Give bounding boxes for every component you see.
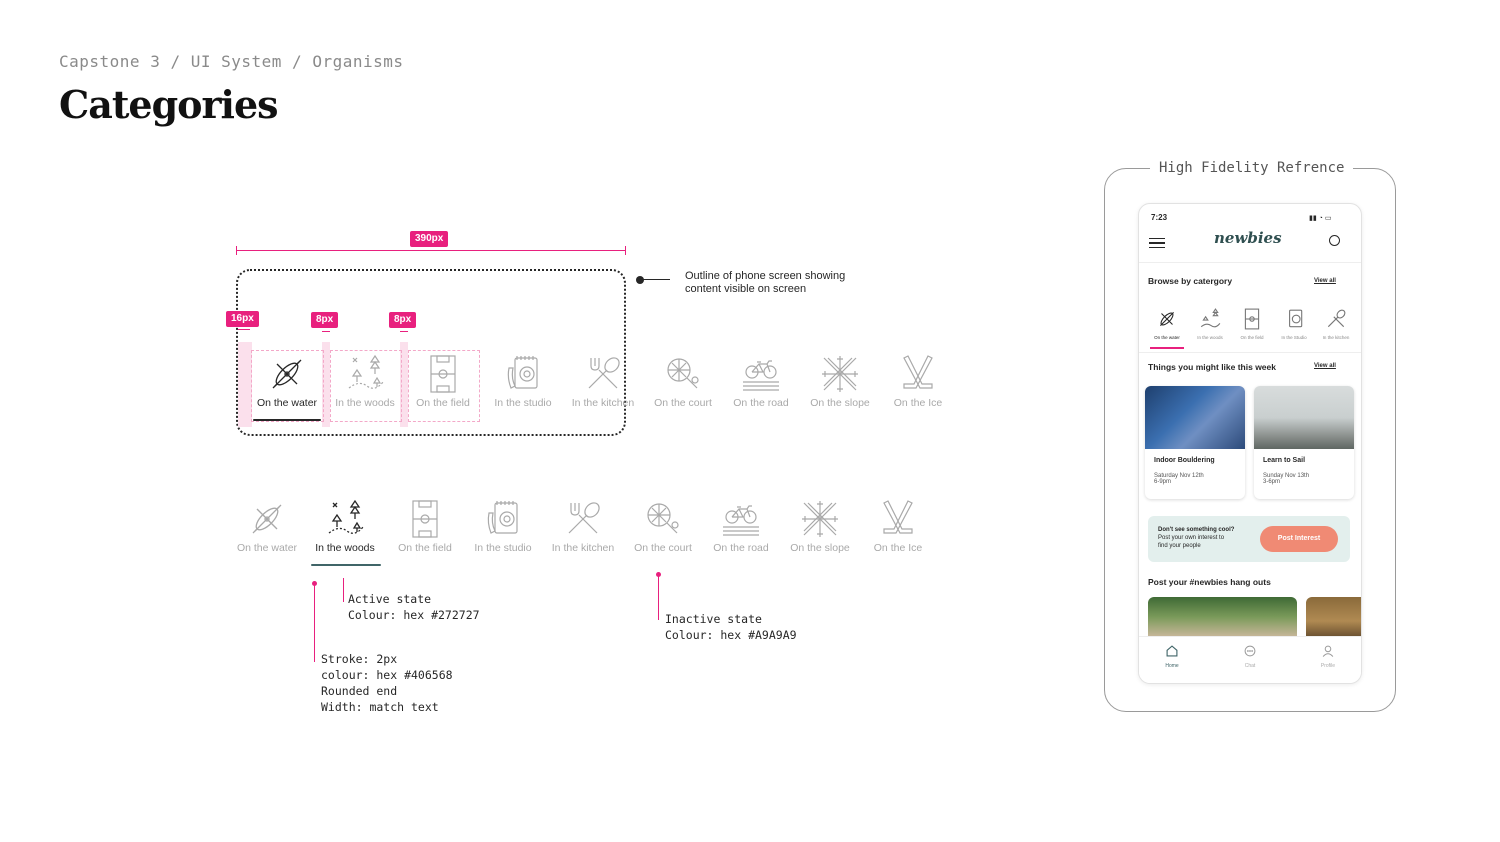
app-logo: newbies [1214, 229, 1282, 247]
page-title: Categories [59, 82, 278, 127]
width-tag: 390px [410, 231, 448, 247]
row2-item-woods[interactable] [306, 499, 384, 554]
hangout-photo-2 [1306, 597, 1361, 637]
trees-icon [306, 499, 384, 539]
hangout-photo-1 [1148, 597, 1297, 637]
ski-icon [801, 354, 879, 394]
row1-label-slope: On the slope [810, 397, 870, 409]
trees-icon [326, 354, 404, 394]
row2-label-slope: On the slope [790, 542, 850, 554]
row2-item-court[interactable] [624, 499, 702, 554]
active-note: Active state Colour: hex #272727 [348, 592, 480, 622]
reference-title: High Fidelity Refrence [1150, 160, 1353, 176]
row2-label-court: On the court [634, 542, 692, 554]
row1-item-studio[interactable] [484, 354, 562, 409]
hockey-icon [859, 499, 937, 539]
row2-item-field[interactable] [386, 499, 464, 554]
active-underline [253, 419, 321, 421]
hockey-icon [879, 354, 957, 394]
kitchen-icon [544, 499, 622, 539]
tennis-icon [644, 354, 722, 394]
row1-item-road[interactable] [722, 354, 800, 409]
row1-label-court: On the court [654, 397, 712, 409]
banner-text: Don't see something cool? Post your own interest to find your people [1158, 527, 1235, 549]
row2-label-road: On the road [713, 542, 769, 554]
search-icon[interactable] [1329, 235, 1340, 246]
row2-item-kitchen[interactable] [544, 499, 622, 554]
row2-item-ice[interactable] [859, 499, 937, 554]
kayak-icon [248, 354, 326, 394]
gap-tag-2: 8px [389, 312, 416, 328]
hangouts-heading: Post your #newbies hang outs [1148, 577, 1271, 587]
browse-heading: Browse by catergory [1148, 276, 1233, 286]
ref-cat-kitchen[interactable]: In the kitchen [1315, 308, 1357, 340]
row1-label-field: On the field [416, 397, 470, 409]
row2-label-studio: In the studio [474, 542, 532, 554]
bike-icon [722, 354, 800, 394]
studio-icon [464, 499, 542, 539]
outline-note: Outline of phone screen showing content visible on screen [685, 270, 846, 295]
active-underline-stroke [311, 564, 381, 566]
nav-chat[interactable]: Chat [1235, 644, 1265, 669]
row1-label-studio: In the studio [494, 397, 552, 409]
nav-profile[interactable]: Profile [1313, 644, 1343, 669]
studio-icon [484, 354, 562, 394]
row2-label-water: On the water [236, 542, 298, 554]
row1-item-field[interactable] [404, 354, 482, 409]
row2-label-woods: In the woods [315, 542, 375, 554]
row1-item-woods[interactable] [326, 354, 404, 409]
bouldering-photo [1145, 386, 1245, 449]
row1-label-water: On the water [256, 397, 318, 409]
things-heading: Things you might like this week [1148, 362, 1276, 372]
row1-item-ice[interactable] [879, 354, 957, 409]
row1-label-ice: On the Ice [893, 397, 943, 409]
row1-label-kitchen: In the kitchen [571, 397, 635, 409]
ski-icon [781, 499, 859, 539]
view-all-link-2[interactable]: View all [1314, 363, 1336, 369]
row1-item-slope[interactable] [801, 354, 879, 409]
field-icon [386, 499, 464, 539]
row2-label-field: On the field [398, 542, 452, 554]
status-icons: ▮▮ ◔ ▭ [1309, 215, 1332, 222]
row1-item-water[interactable] [248, 354, 326, 409]
kayak-icon [228, 499, 306, 539]
row2-label-kitchen: In the kitchen [551, 542, 615, 554]
profile-icon [1321, 644, 1335, 658]
margin-tag: 16px [226, 311, 259, 327]
chat-icon [1243, 644, 1257, 658]
row2-item-studio[interactable] [464, 499, 542, 554]
width-dimension-line [236, 250, 626, 251]
event-card-bouldering[interactable]: Indoor Bouldering Saturday Nov 12th 6-9pm [1145, 386, 1245, 499]
view-all-link-1[interactable]: View all [1314, 278, 1336, 284]
ref-cat-studio[interactable]: In the Studio [1273, 308, 1315, 340]
ref-active-underline [1150, 347, 1184, 349]
sailing-photo [1254, 386, 1354, 449]
ref-cat-woods[interactable]: In the woods [1189, 308, 1231, 340]
phone-mockup [1138, 203, 1362, 684]
nav-home[interactable]: Home [1157, 644, 1187, 669]
row1-label-road: On the road [733, 397, 789, 409]
kitchen-icon [564, 354, 642, 394]
field-icon [404, 354, 482, 394]
row2-label-ice: On the Ice [873, 542, 923, 554]
breadcrumb: Capstone 3 / UI System / Organisms [59, 52, 404, 71]
post-interest-button[interactable]: Post Interest [1260, 526, 1338, 552]
row2-item-road[interactable] [702, 499, 780, 554]
ref-cat-field[interactable]: On the field [1231, 308, 1273, 340]
status-time: 7:23 [1151, 213, 1168, 222]
inactive-note: Inactive state Colour: hex #A9A9A9 [665, 612, 797, 642]
stroke-note: Stroke: 2px colour: hex #406568 Rounded end Width: match text [321, 652, 453, 714]
gap-tag-1: 8px [311, 312, 338, 328]
ref-cat-water[interactable]: On the water [1146, 308, 1188, 340]
bike-icon [702, 499, 780, 539]
home-icon [1165, 644, 1179, 658]
event-card-sailing[interactable]: Learn to Sail Sunday Nov 13th 3-6pm [1254, 386, 1354, 499]
row2-item-slope[interactable] [781, 499, 859, 554]
row1-item-court[interactable] [644, 354, 722, 409]
row2-item-water[interactable] [228, 499, 306, 554]
tennis-icon [624, 499, 702, 539]
menu-icon[interactable] [1149, 238, 1165, 248]
row1-item-kitchen[interactable] [564, 354, 642, 409]
row1-label-woods: In the woods [335, 397, 395, 409]
